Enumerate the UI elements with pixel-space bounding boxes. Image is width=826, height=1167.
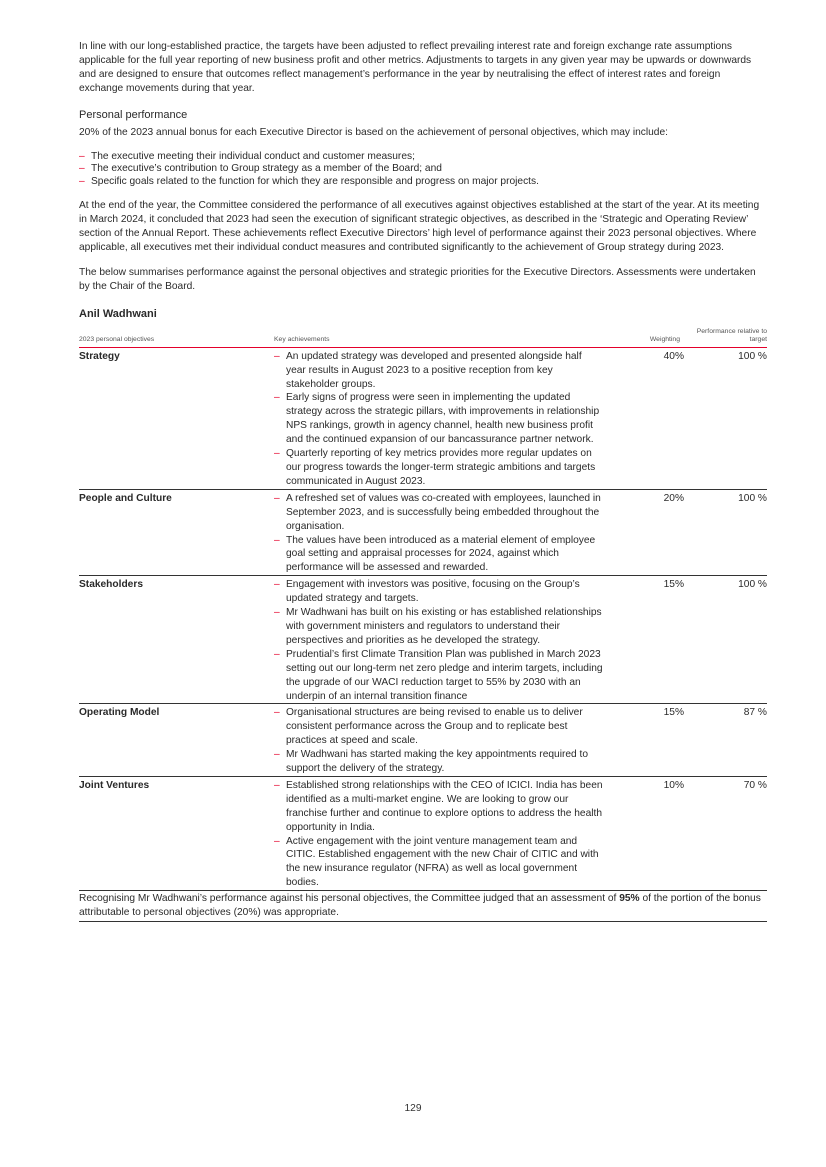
achievement-item: – Mr Wadhwani has built on his existing or has established relationships with government ministers and regulators to understand their perspectives and priorities as he developed the strategy. [274, 606, 604, 648]
objective-name: Operating Model [79, 704, 274, 777]
executive-name: Anil Wadhwani [79, 307, 157, 320]
achievements-cell [274, 576, 604, 704]
weighting-value: 15% [604, 704, 684, 777]
page-number: 129 [404, 1103, 422, 1114]
performance-value: 87 % [684, 704, 767, 777]
achievement-item: – A refreshed set of values was co-created with employees, launched in September 2023, and is successfully being embedded throughout the organisation. [274, 492, 604, 534]
bullet-item: – The executive’s contribution to Group strategy as a member of the Board; and [79, 163, 767, 176]
weighting-value: 40% [604, 347, 684, 489]
achievement-item: – The values have been introduced as a material element of employee goal setting and appraisal processes for 2024, against which performance will be assessed and rewarded. [274, 534, 604, 576]
objective-name: Joint Ventures [79, 776, 274, 890]
achievement-item: – Quarterly reporting of key metrics provides more regular updates on our progress towards the longer-term strategic ambitions and targets communicated in August 2023. [274, 447, 604, 489]
objective-name: Strategy [79, 347, 274, 489]
table-header-row [79, 328, 767, 348]
personal-performance-heading: Personal performance [79, 108, 188, 121]
achievement-item: – Early signs of progress were seen in implementing the updated strategy across the strategic pillars, with improvements in relationship NPS rankings, growth in agency channel, health new business profit and the continued expansion of our bancassurance partner network. [274, 391, 604, 447]
performance-value: 100 % [684, 576, 767, 704]
performance-value: 100 % [684, 347, 767, 489]
achievement-item: – An updated strategy was developed and presented alongside half year results in August 2023 to a positive reception from key stakeholder groups. [274, 350, 604, 392]
conclusion-statement [79, 891, 767, 922]
objective-name: Stakeholders [79, 576, 274, 704]
bullet-item: – Specific goals related to the function for which they are responsible and progress on major projects. [79, 176, 767, 189]
table-row [79, 347, 767, 489]
achievement-item: – Established strong relationships with the CEO of ICICI. India has been identified as a multi-market engine. We are looking to grow our franchise further and continue to explore options to address the health opportunity in India. [274, 779, 604, 835]
conclusion-text-after: of the portion of the bonus attributable to personal objectives (20%) was appropriate. [79, 893, 761, 919]
achievement-item: – Organisational structures are being revised to enable us to deliver consistent performance across the Group and to replicate best practices at speed and scale. [274, 706, 604, 748]
header-performance: Performance relative to target [684, 328, 767, 348]
table-row [79, 704, 767, 777]
header-weighting: Weighting [604, 328, 684, 348]
achievements-cell [274, 347, 604, 489]
summary-paragraph: The below summarises performance against the personal objectives and strategic priorities for the Executive Directors. Assessments were undertaken by the Chair of the Board. [79, 266, 756, 292]
weighting-value: 20% [604, 489, 684, 575]
page-content [79, 40, 767, 922]
table-row [79, 776, 767, 890]
assessment-percentage: 95% [619, 893, 640, 905]
header-objectives: 2023 personal objectives [79, 328, 274, 348]
conclusion-text-before: Recognising Mr Wadhwani’s performance against his personal objectives, the Committee judged that an assessment of [79, 893, 620, 905]
header-achievements: Key achievements [274, 328, 604, 348]
weighting-value: 10% [604, 776, 684, 890]
performance-value: 70 % [684, 776, 767, 890]
achievement-item: – Prudential’s first Climate Transition Plan was published in March 2023 setting out our long-term net zero pledge and interim targets, including the upgrade of our WACI reduction target to 55% by 2030 with an underpin of an internal transition finance [274, 648, 604, 704]
achievements-cell [274, 704, 604, 777]
achievement-item: – Mr Wadhwani has started making the key appointments required to support the delivery of the strategy. [274, 748, 604, 776]
objectives-table [79, 328, 767, 891]
bullet-item: – The executive meeting their individual conduct and customer measures; [79, 151, 767, 164]
achievement-item: – Active engagement with the joint venture management team and CITIC. Established engagement with the new Chair of CITIC and with the new insurance regulator (NFRA) as well as local government bodies. [274, 835, 604, 891]
year-end-paragraph: At the end of the year, the Committee considered the performance of all executives against objectives established at the start of the year. At its meeting in March 2024, it concluded that 2023 had seen the execution of significant strategic objectives, as described in the ‘Strategic and Operating Review’ section of the Annual Report. These achievements reflect Executive Directors’ high level of performance against their 2023 personal objectives. Where applicable, all executives met their individual conduct measures and contributed significantly to the achievement of Group strategy during 2023. [79, 200, 760, 254]
table-row [79, 576, 767, 704]
objective-name: People and Culture [79, 489, 274, 575]
table-row [79, 489, 767, 575]
objective-bullet-list [79, 151, 767, 189]
achievements-cell [274, 776, 604, 890]
intro-paragraph: In line with our long-established practice, the targets have been adjusted to reflect prevailing interest rate and foreign exchange rate assumptions applicable for the full year reporting of new business profit and other metrics. Adjustments to targets in any given year may be upwards or downwards and are designed to ensure that outcomes reflect management’s performance in the year by neutralising the effect of interest rates and foreign exchange movements during that year. [79, 41, 752, 94]
weighting-value: 15% [604, 576, 684, 704]
performance-value: 100 % [684, 489, 767, 575]
achievement-item: – Engagement with investors was positive, focusing on the Group’s updated strategy and targets. [274, 578, 604, 606]
personal-intro-paragraph: 20% of the 2023 annual bonus for each Executive Director is based on the achievement of personal objectives, which may include: [79, 126, 668, 138]
achievements-cell [274, 489, 604, 575]
